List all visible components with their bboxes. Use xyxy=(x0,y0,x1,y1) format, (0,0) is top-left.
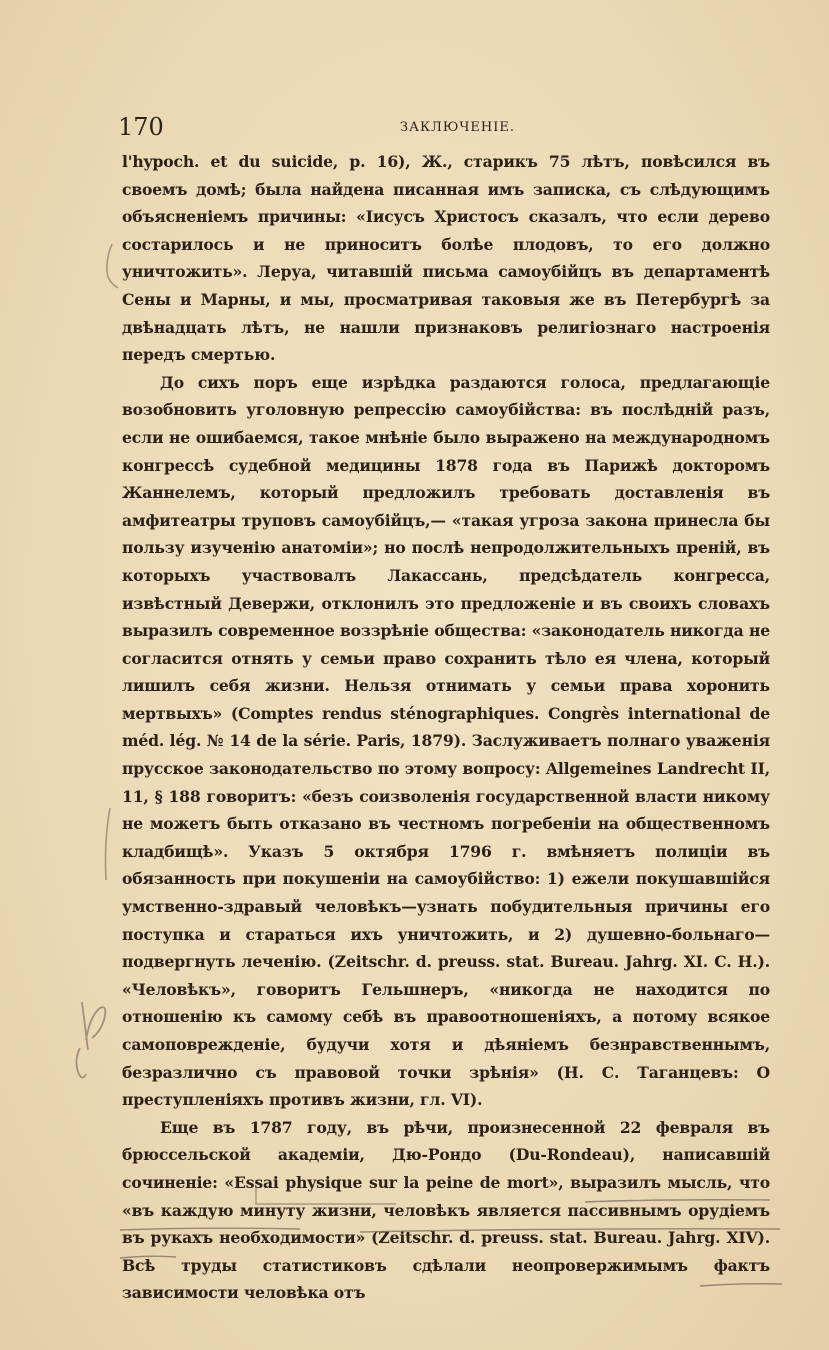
page-header xyxy=(118,112,748,142)
paragraph-1: l'hypoch. et du suicide, p. 16), Ж., старикъ 75 лѣтъ, повѣсился въ своемъ домѣ; была найдена писанная имъ записка, съ слѣдующимъ объясненіемъ причины: «Іисусъ Христосъ сказалъ, что если дерево состарилось и не приноситъ болѣе плодовъ, то его должно уничтожить». Леруа, читавшій письма самоубійцъ въ департаментѣ Сены и Марны, и мы, просматривая таковыя же въ Петербургѣ за двѣнадцать лѣтъ, не нашли признаковъ религіознаго настроенія передъ смертью. xyxy=(122,152,770,365)
paragraph-3: Еще въ 1787 году, въ рѣчи, произнесенной 22 февраля въ брюссельской академіи, Дю-Рондо (Du-Rondeau), написавшій сочиненіе: «Essai physique sur la peine de mort», выразилъ мысль, что «въ каждую минуту жизни, человѣкъ является пассивнымъ орудіемъ въ рукахъ необходимости» (Zeitschr. d. preuss. stat. Bureau. Jahrg. XIV). Всѣ труды статистиковъ сдѣлали неопровержимымъ фактъ зависимости человѣка отъ xyxy=(122,1117,770,1303)
margin-handwritten-note xyxy=(76,1002,105,1078)
margin-pencil-line-1 xyxy=(107,244,118,288)
running-title: ЗАКЛЮЧЕНІЕ. xyxy=(400,120,515,135)
margin-pencil-line-2 xyxy=(106,808,111,880)
body-text xyxy=(122,148,770,1307)
paragraph-2: До сихъ поръ еще изрѣдка раздаются голоса, предлагающіе возобновить уголовную репрессію самоубійства: въ послѣдній разъ, если не ошибаемся, такое мнѣніе было выражено на международномъ конгрессѣ судебной медицины 1878 года въ Парижѣ докторомъ Жаннелемъ, который предложилъ требовать доставленія въ амфитеатры труповъ самоубійцъ,— «такая угроза закона принесла бы пользу изученію анатоміи»; но послѣ непродолжительныхъ преній, въ которыхъ участвовалъ Лакассань, предсѣдатель конгресса, извѣстный Девержи, отклонилъ это предложеніе и въ своихъ словахъ выразилъ современное воззрѣніе общества: «законодатель никогда не согласится отнять у семьи право сохранить тѣло ея члена, который лишилъ себя жизни. Нельзя отнимать у семьи права хоронить мертвыхъ» (Comptes rendus sténographiques. Congrès international de méd. lég. № 14 de la série. Paris, 1879). Заслуживаетъ полнаго уваженія прусское законодательство по этому вопросу: Allgemeines Landrecht II, 11, § 188 говоритъ: «безъ соизволенія государственной власти никому не можетъ быть отказано въ честномъ погребеніи на общественномъ кладбищѣ». Указъ 5 октября 1796 г. вмѣняетъ полиціи въ обязанность при покушеніи на самоубійство: 1) ежели покушавшійся умственно-здравый человѣкъ—узнать побудительныя причины его поступка и стараться ихъ уничтожить, и 2) душевно-больнаго—подвергнуть леченію. (Zeitschr. d. preuss. stat. Bureau. Jahrg. XI. C. H.). «Человѣкъ», говоритъ Гельшнеръ, «никогда не находится по отношенію къ самому себѣ въ правоотношеніяхъ, а потому всякое самоповрежденіе, будучи хотя и дѣяніемъ безнравственнымъ, безразлично съ правовой точки зрѣнія» (Н. С. Таганцевъ: О преступленіяхъ противъ жизни, гл. VI). xyxy=(122,372,770,1110)
page-number: 170 xyxy=(118,113,164,141)
